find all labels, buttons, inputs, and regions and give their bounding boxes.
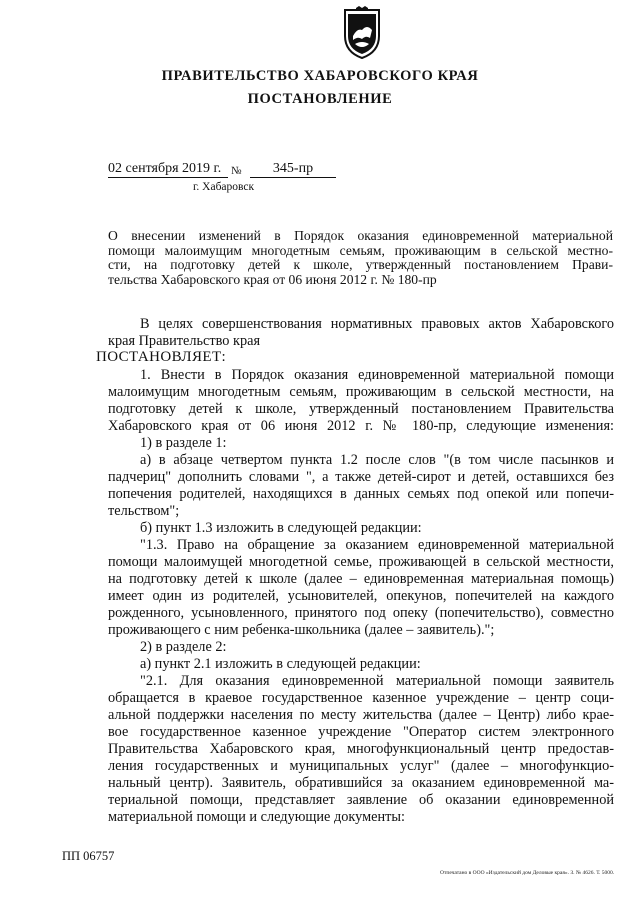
body-line: падчериц" дополнить словами ", а также детей-сирот и детей, оставшихся без xyxy=(108,469,614,485)
body-line: проживающего с ним ребенка-школьника (далее – заявитель)."; xyxy=(108,622,495,638)
body-line: тельством"; xyxy=(108,503,180,519)
body-line: В целях совершенствования нормативных правовых актов Хабаровского xyxy=(140,316,614,332)
document-body xyxy=(0,316,640,836)
document-city: г. Хабаровск xyxy=(193,181,255,193)
body-line: "2.1. Для оказания единовременной материальной помощи заявитель xyxy=(140,673,614,689)
body-line: альной поддержки населения по месту жительства (далее – Центр) либо крае- xyxy=(108,707,614,723)
body-line: 1) в разделе 1: xyxy=(140,435,227,451)
body-line: а) в абзаце четвертом пункта 1.2 после слов "(в том числе пасынков и xyxy=(140,452,614,468)
body-line: попечения родителей, находящихся в данных семьях под опекой или попечи- xyxy=(108,486,614,502)
printer-imprint: Отпечатано в ООО «Издательский дом Деловые края». З. № 4626. Т. 5000. xyxy=(440,870,615,876)
coat-of-arms-emblem xyxy=(339,6,385,60)
document-subject xyxy=(108,229,613,287)
body-line: помощи малоимущей многодетной семье, проживающей в сельской местности, xyxy=(108,554,614,570)
body-line: 2) в разделе 2: xyxy=(140,639,227,655)
body-line: края Правительство края xyxy=(108,333,261,349)
body-line: 1. Внести в Порядок оказания единовременной материальной помощи xyxy=(140,367,614,383)
body-line: подготовку детей к школе, утвержденный постановлением Правительства xyxy=(108,401,614,417)
document-type: ПОСТАНОВЛЕНИЕ xyxy=(247,91,393,107)
document-code: ПП 06757 xyxy=(62,849,115,863)
body-line: рожденного, усыновленного, принятого под опеку (попечительство), совместно xyxy=(108,605,614,621)
body-line: б) пункт 1.3 изложить в следующей редакции: xyxy=(140,520,422,536)
body-line: ления государственных и муниципальных услуг" (далее – многофункцио- xyxy=(108,758,614,774)
body-line: вое государственное казенное учреждение "Оператор систем электронного xyxy=(108,724,614,740)
body-line: териальной помощи, представляет заявление об оказании единовременной xyxy=(108,792,614,808)
subject-line: помощи малоимущим многодетным семьям, проживающим в сельской местно- xyxy=(108,242,613,258)
document-date: 02 сентября 2019 г. xyxy=(108,161,228,178)
body-line: имеет один из родителей, усыновителей, опекунов, попечителей на каждого xyxy=(108,588,614,604)
body-line: Правительства Хабаровского края, многофункциональный центр предостав- xyxy=(108,741,614,757)
body-line: на подготовку детей к школе (далее – единовременная материальная помощь) xyxy=(108,571,614,587)
subject-line: О внесении изменений в Порядок оказания единовременной материальной xyxy=(108,228,613,243)
subject-line: тельства Хабаровского края от 06 июня 2012 г. № 180-пр xyxy=(108,271,437,287)
body-line: Хабаровского края от 06 июня 2012 г. № 180-пр, следующие изменения: xyxy=(108,418,614,434)
number-sign: № xyxy=(231,165,242,177)
body-line: малоимущим многодетным семьям, проживающим в сельской местности, на xyxy=(108,384,614,400)
body-line: материальной помощи и следующие документы: xyxy=(108,809,405,825)
body-line: а) пункт 2.1 изложить в следующей редакции: xyxy=(140,656,421,672)
government-title: ПРАВИТЕЛЬСТВО ХАБАРОВСКОГО КРАЯ xyxy=(161,68,479,84)
body-line: обращается в краевое государственное казенное учреждение – центр соци- xyxy=(108,690,614,706)
body-line: "1.3. Право на обращение за оказанием единовременной материальной xyxy=(140,537,614,553)
decree-word: ПОСТАНОВЛЯЕТ: xyxy=(96,349,227,365)
body-line: нальный центр). Заявитель, обратившийся за оказанием единовременной ма- xyxy=(108,775,614,791)
document-number: 345-пр xyxy=(250,161,336,178)
subject-line: сти, на подготовку детей к школе, утвержденный постановлением Прави- xyxy=(108,257,613,273)
